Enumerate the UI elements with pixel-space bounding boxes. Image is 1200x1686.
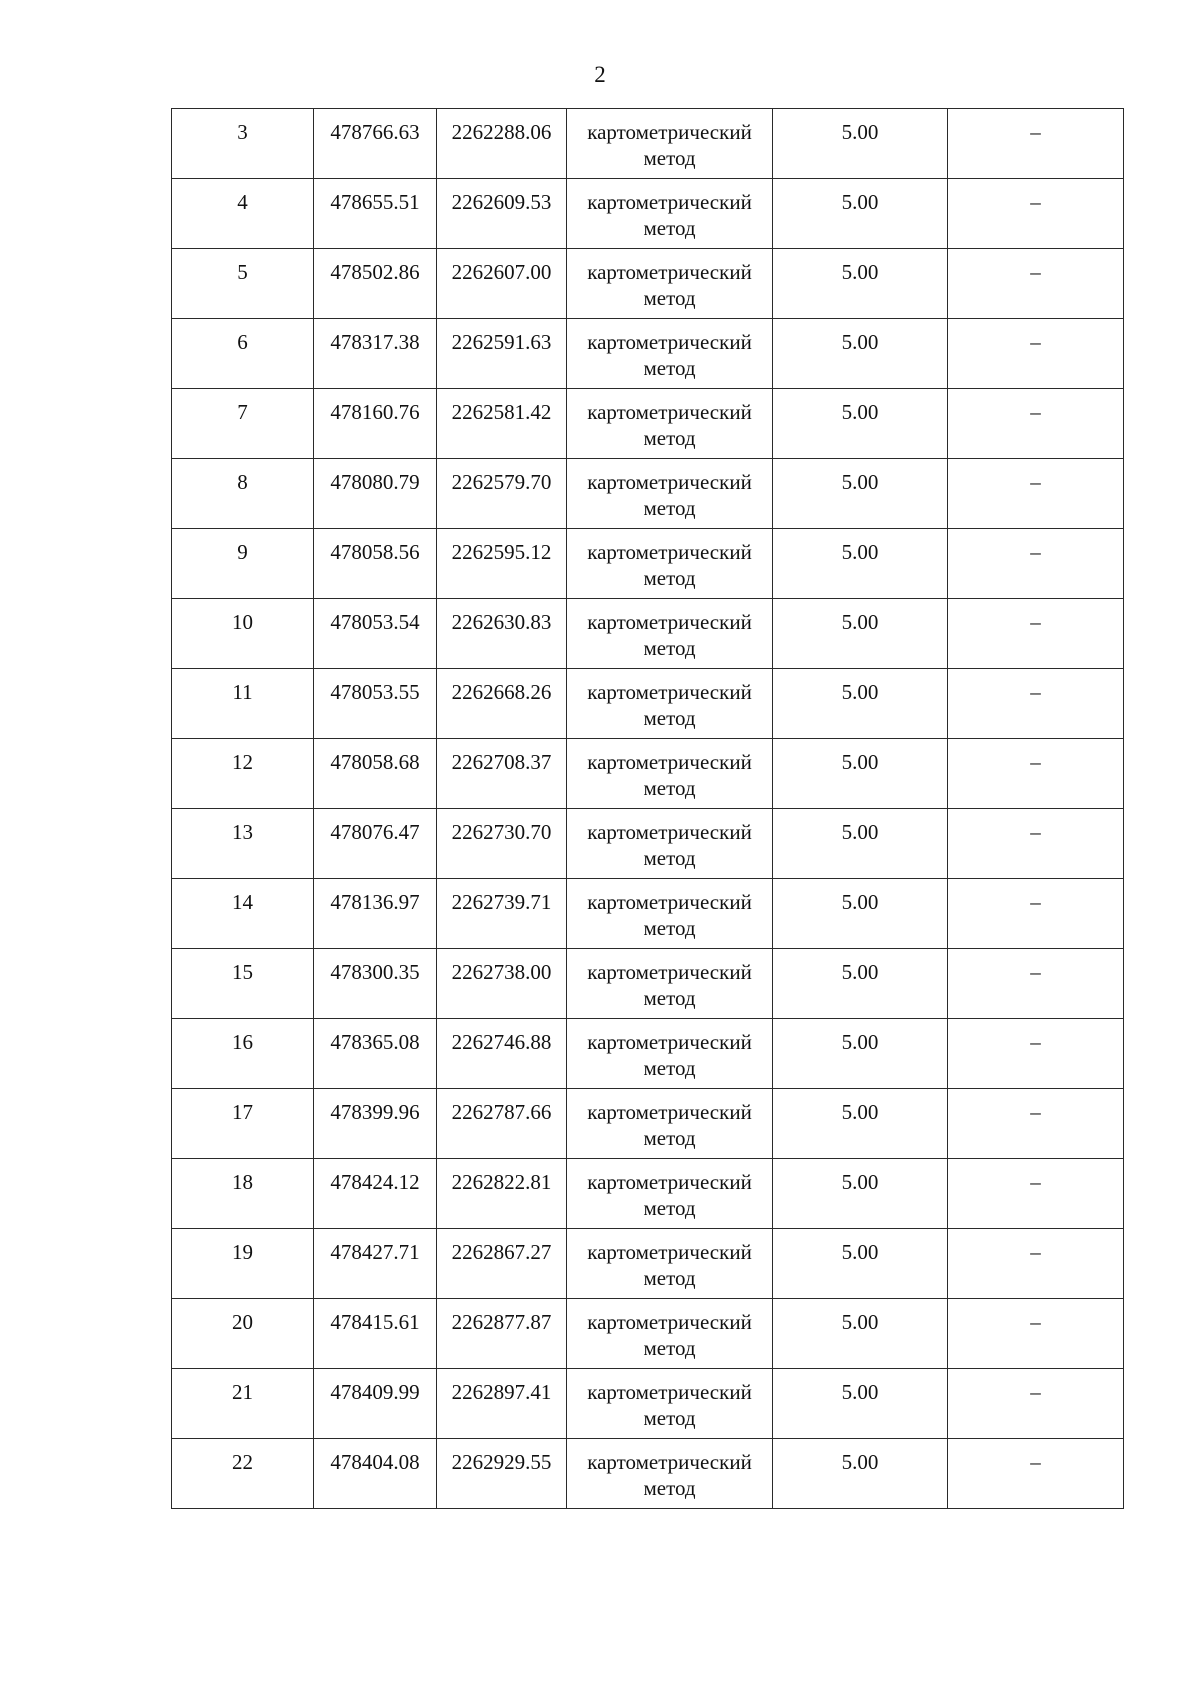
method-line-2: метод xyxy=(643,1476,696,1500)
method-line-2: метод xyxy=(643,776,696,800)
y-coordinate-cell: 2262668.26 xyxy=(437,669,567,739)
accuracy-cell: 5.00 xyxy=(773,1089,948,1159)
x-coordinate-cell: 478300.35 xyxy=(314,949,437,1019)
accuracy-cell: 5.00 xyxy=(773,179,948,249)
table-row xyxy=(172,1019,1124,1089)
method-line-2: метод xyxy=(643,1056,696,1080)
point-number-cell: 13 xyxy=(172,809,314,879)
point-number-cell: 7 xyxy=(172,389,314,459)
point-number-cell: 10 xyxy=(172,599,314,669)
method-cell xyxy=(567,1089,773,1159)
accuracy-cell: 5.00 xyxy=(773,1229,948,1299)
method-line-1: картометрический xyxy=(587,1240,752,1264)
table-body xyxy=(172,109,1124,1509)
x-coordinate-cell: 478076.47 xyxy=(314,809,437,879)
method-line-2: метод xyxy=(643,1126,696,1150)
table-row xyxy=(172,1089,1124,1159)
point-number-cell: 18 xyxy=(172,1159,314,1229)
x-coordinate-cell: 478365.08 xyxy=(314,1019,437,1089)
method-cell xyxy=(567,879,773,949)
table-row xyxy=(172,599,1124,669)
method-line-2: метод xyxy=(643,146,696,170)
method-line-1: картометрический xyxy=(587,1170,752,1194)
method-line-2: метод xyxy=(643,1266,696,1290)
note-cell: – xyxy=(948,1019,1124,1089)
method-line-1: картометрический xyxy=(587,750,752,774)
accuracy-cell: 5.00 xyxy=(773,249,948,319)
accuracy-cell: 5.00 xyxy=(773,1369,948,1439)
table-row xyxy=(172,249,1124,319)
y-coordinate-cell: 2262739.71 xyxy=(437,879,567,949)
method-line-2: метод xyxy=(643,1406,696,1430)
y-coordinate-cell: 2262595.12 xyxy=(437,529,567,599)
x-coordinate-cell: 478058.68 xyxy=(314,739,437,809)
table-row xyxy=(172,1369,1124,1439)
method-cell xyxy=(567,109,773,179)
y-coordinate-cell: 2262579.70 xyxy=(437,459,567,529)
method-line-1: картометрический xyxy=(587,890,752,914)
table-row xyxy=(172,179,1124,249)
y-coordinate-cell: 2262288.06 xyxy=(437,109,567,179)
point-number-cell: 3 xyxy=(172,109,314,179)
note-cell: – xyxy=(948,879,1124,949)
method-line-2: метод xyxy=(643,356,696,380)
table-row xyxy=(172,949,1124,1019)
y-coordinate-cell: 2262822.81 xyxy=(437,1159,567,1229)
page-number: 2 xyxy=(594,62,606,87)
method-line-2: метод xyxy=(643,216,696,240)
table-row xyxy=(172,109,1124,179)
method-cell xyxy=(567,1369,773,1439)
method-cell xyxy=(567,1439,773,1509)
method-line-2: метод xyxy=(643,846,696,870)
x-coordinate-cell: 478053.54 xyxy=(314,599,437,669)
y-coordinate-cell: 2262581.42 xyxy=(437,389,567,459)
note-cell: – xyxy=(948,109,1124,179)
table-row xyxy=(172,1159,1124,1229)
method-line-2: метод xyxy=(643,986,696,1010)
table-row xyxy=(172,669,1124,739)
point-number-cell: 8 xyxy=(172,459,314,529)
method-cell xyxy=(567,1019,773,1089)
note-cell: – xyxy=(948,459,1124,529)
point-number-cell: 6 xyxy=(172,319,314,389)
accuracy-cell: 5.00 xyxy=(773,879,948,949)
method-line-2: метод xyxy=(643,706,696,730)
accuracy-cell: 5.00 xyxy=(773,319,948,389)
accuracy-cell: 5.00 xyxy=(773,529,948,599)
method-cell xyxy=(567,669,773,739)
method-line-2: метод xyxy=(643,916,696,940)
method-line-2: метод xyxy=(643,426,696,450)
note-cell: – xyxy=(948,389,1124,459)
table-row xyxy=(172,319,1124,389)
x-coordinate-cell: 478053.55 xyxy=(314,669,437,739)
method-line-2: метод xyxy=(643,1336,696,1360)
accuracy-cell: 5.00 xyxy=(773,389,948,459)
y-coordinate-cell: 2262787.66 xyxy=(437,1089,567,1159)
x-coordinate-cell: 478766.63 xyxy=(314,109,437,179)
point-number-cell: 9 xyxy=(172,529,314,599)
y-coordinate-cell: 2262929.55 xyxy=(437,1439,567,1509)
x-coordinate-cell: 478404.08 xyxy=(314,1439,437,1509)
x-coordinate-cell: 478399.96 xyxy=(314,1089,437,1159)
method-cell xyxy=(567,949,773,1019)
method-line-1: картометрический xyxy=(587,1030,752,1054)
method-line-1: картометрический xyxy=(587,260,752,284)
y-coordinate-cell: 2262607.00 xyxy=(437,249,567,319)
y-coordinate-cell: 2262609.53 xyxy=(437,179,567,249)
method-cell xyxy=(567,1229,773,1299)
x-coordinate-cell: 478409.99 xyxy=(314,1369,437,1439)
method-line-1: картометрический xyxy=(587,1100,752,1124)
method-cell xyxy=(567,599,773,669)
x-coordinate-cell: 478427.71 xyxy=(314,1229,437,1299)
note-cell: – xyxy=(948,249,1124,319)
y-coordinate-cell: 2262897.41 xyxy=(437,1369,567,1439)
note-cell: – xyxy=(948,529,1124,599)
point-number-cell: 21 xyxy=(172,1369,314,1439)
method-line-1: картометрический xyxy=(587,680,752,704)
table-row xyxy=(172,879,1124,949)
note-cell: – xyxy=(948,739,1124,809)
x-coordinate-cell: 478415.61 xyxy=(314,1299,437,1369)
method-line-1: картометрический xyxy=(587,330,752,354)
x-coordinate-cell: 478080.79 xyxy=(314,459,437,529)
method-cell xyxy=(567,1159,773,1229)
method-line-1: картометрический xyxy=(587,540,752,564)
note-cell: – xyxy=(948,1159,1124,1229)
note-cell: – xyxy=(948,1089,1124,1159)
accuracy-cell: 5.00 xyxy=(773,1019,948,1089)
method-cell xyxy=(567,319,773,389)
note-cell: – xyxy=(948,1439,1124,1509)
method-line-2: метод xyxy=(643,566,696,590)
method-line-1: картометрический xyxy=(587,190,752,214)
accuracy-cell: 5.00 xyxy=(773,739,948,809)
method-line-1: картометрический xyxy=(587,1310,752,1334)
point-number-cell: 22 xyxy=(172,1439,314,1509)
coordinates-table xyxy=(171,108,1124,1509)
table-row xyxy=(172,1439,1124,1509)
note-cell: – xyxy=(948,319,1124,389)
table-row xyxy=(172,459,1124,529)
note-cell: – xyxy=(948,949,1124,1019)
point-number-cell: 11 xyxy=(172,669,314,739)
method-cell xyxy=(567,179,773,249)
x-coordinate-cell: 478655.51 xyxy=(314,179,437,249)
note-cell: – xyxy=(948,599,1124,669)
method-cell xyxy=(567,1299,773,1369)
method-line-1: картометрический xyxy=(587,820,752,844)
method-cell xyxy=(567,459,773,529)
x-coordinate-cell: 478136.97 xyxy=(314,879,437,949)
y-coordinate-cell: 2262708.37 xyxy=(437,739,567,809)
table-row xyxy=(172,739,1124,809)
table-row xyxy=(172,529,1124,599)
accuracy-cell: 5.00 xyxy=(773,1159,948,1229)
table-row xyxy=(172,1229,1124,1299)
point-number-cell: 20 xyxy=(172,1299,314,1369)
point-number-cell: 17 xyxy=(172,1089,314,1159)
method-line-1: картометрический xyxy=(587,1450,752,1474)
note-cell: – xyxy=(948,1369,1124,1439)
method-cell xyxy=(567,249,773,319)
table-row xyxy=(172,389,1124,459)
point-number-cell: 19 xyxy=(172,1229,314,1299)
method-cell xyxy=(567,529,773,599)
accuracy-cell: 5.00 xyxy=(773,669,948,739)
accuracy-cell: 5.00 xyxy=(773,459,948,529)
y-coordinate-cell: 2262630.83 xyxy=(437,599,567,669)
method-line-1: картометрический xyxy=(587,470,752,494)
x-coordinate-cell: 478160.76 xyxy=(314,389,437,459)
y-coordinate-cell: 2262738.00 xyxy=(437,949,567,1019)
note-cell: – xyxy=(948,669,1124,739)
x-coordinate-cell: 478502.86 xyxy=(314,249,437,319)
method-line-1: картометрический xyxy=(587,1380,752,1404)
method-line-1: картометрический xyxy=(587,960,752,984)
point-number-cell: 5 xyxy=(172,249,314,319)
method-line-1: картометрический xyxy=(587,400,752,424)
point-number-cell: 12 xyxy=(172,739,314,809)
point-number-cell: 16 xyxy=(172,1019,314,1089)
note-cell: – xyxy=(948,1229,1124,1299)
table-row xyxy=(172,1299,1124,1369)
method-line-2: метод xyxy=(643,286,696,310)
note-cell: – xyxy=(948,809,1124,879)
x-coordinate-cell: 478424.12 xyxy=(314,1159,437,1229)
method-cell xyxy=(567,389,773,459)
accuracy-cell: 5.00 xyxy=(773,1299,948,1369)
accuracy-cell: 5.00 xyxy=(773,1439,948,1509)
accuracy-cell: 5.00 xyxy=(773,599,948,669)
point-number-cell: 14 xyxy=(172,879,314,949)
y-coordinate-cell: 2262867.27 xyxy=(437,1229,567,1299)
note-cell: – xyxy=(948,179,1124,249)
y-coordinate-cell: 2262591.63 xyxy=(437,319,567,389)
x-coordinate-cell: 478058.56 xyxy=(314,529,437,599)
y-coordinate-cell: 2262730.70 xyxy=(437,809,567,879)
method-line-1: картометрический xyxy=(587,610,752,634)
method-line-2: метод xyxy=(643,496,696,520)
point-number-cell: 15 xyxy=(172,949,314,1019)
method-cell xyxy=(567,739,773,809)
y-coordinate-cell: 2262877.87 xyxy=(437,1299,567,1369)
accuracy-cell: 5.00 xyxy=(773,949,948,1019)
method-line-1: картометрический xyxy=(587,120,752,144)
point-number-cell: 4 xyxy=(172,179,314,249)
method-cell xyxy=(567,809,773,879)
accuracy-cell: 5.00 xyxy=(773,809,948,879)
method-line-2: метод xyxy=(643,1196,696,1220)
y-coordinate-cell: 2262746.88 xyxy=(437,1019,567,1089)
x-coordinate-cell: 478317.38 xyxy=(314,319,437,389)
note-cell: – xyxy=(948,1299,1124,1369)
table-row xyxy=(172,809,1124,879)
method-line-2: метод xyxy=(643,636,696,660)
accuracy-cell: 5.00 xyxy=(773,109,948,179)
